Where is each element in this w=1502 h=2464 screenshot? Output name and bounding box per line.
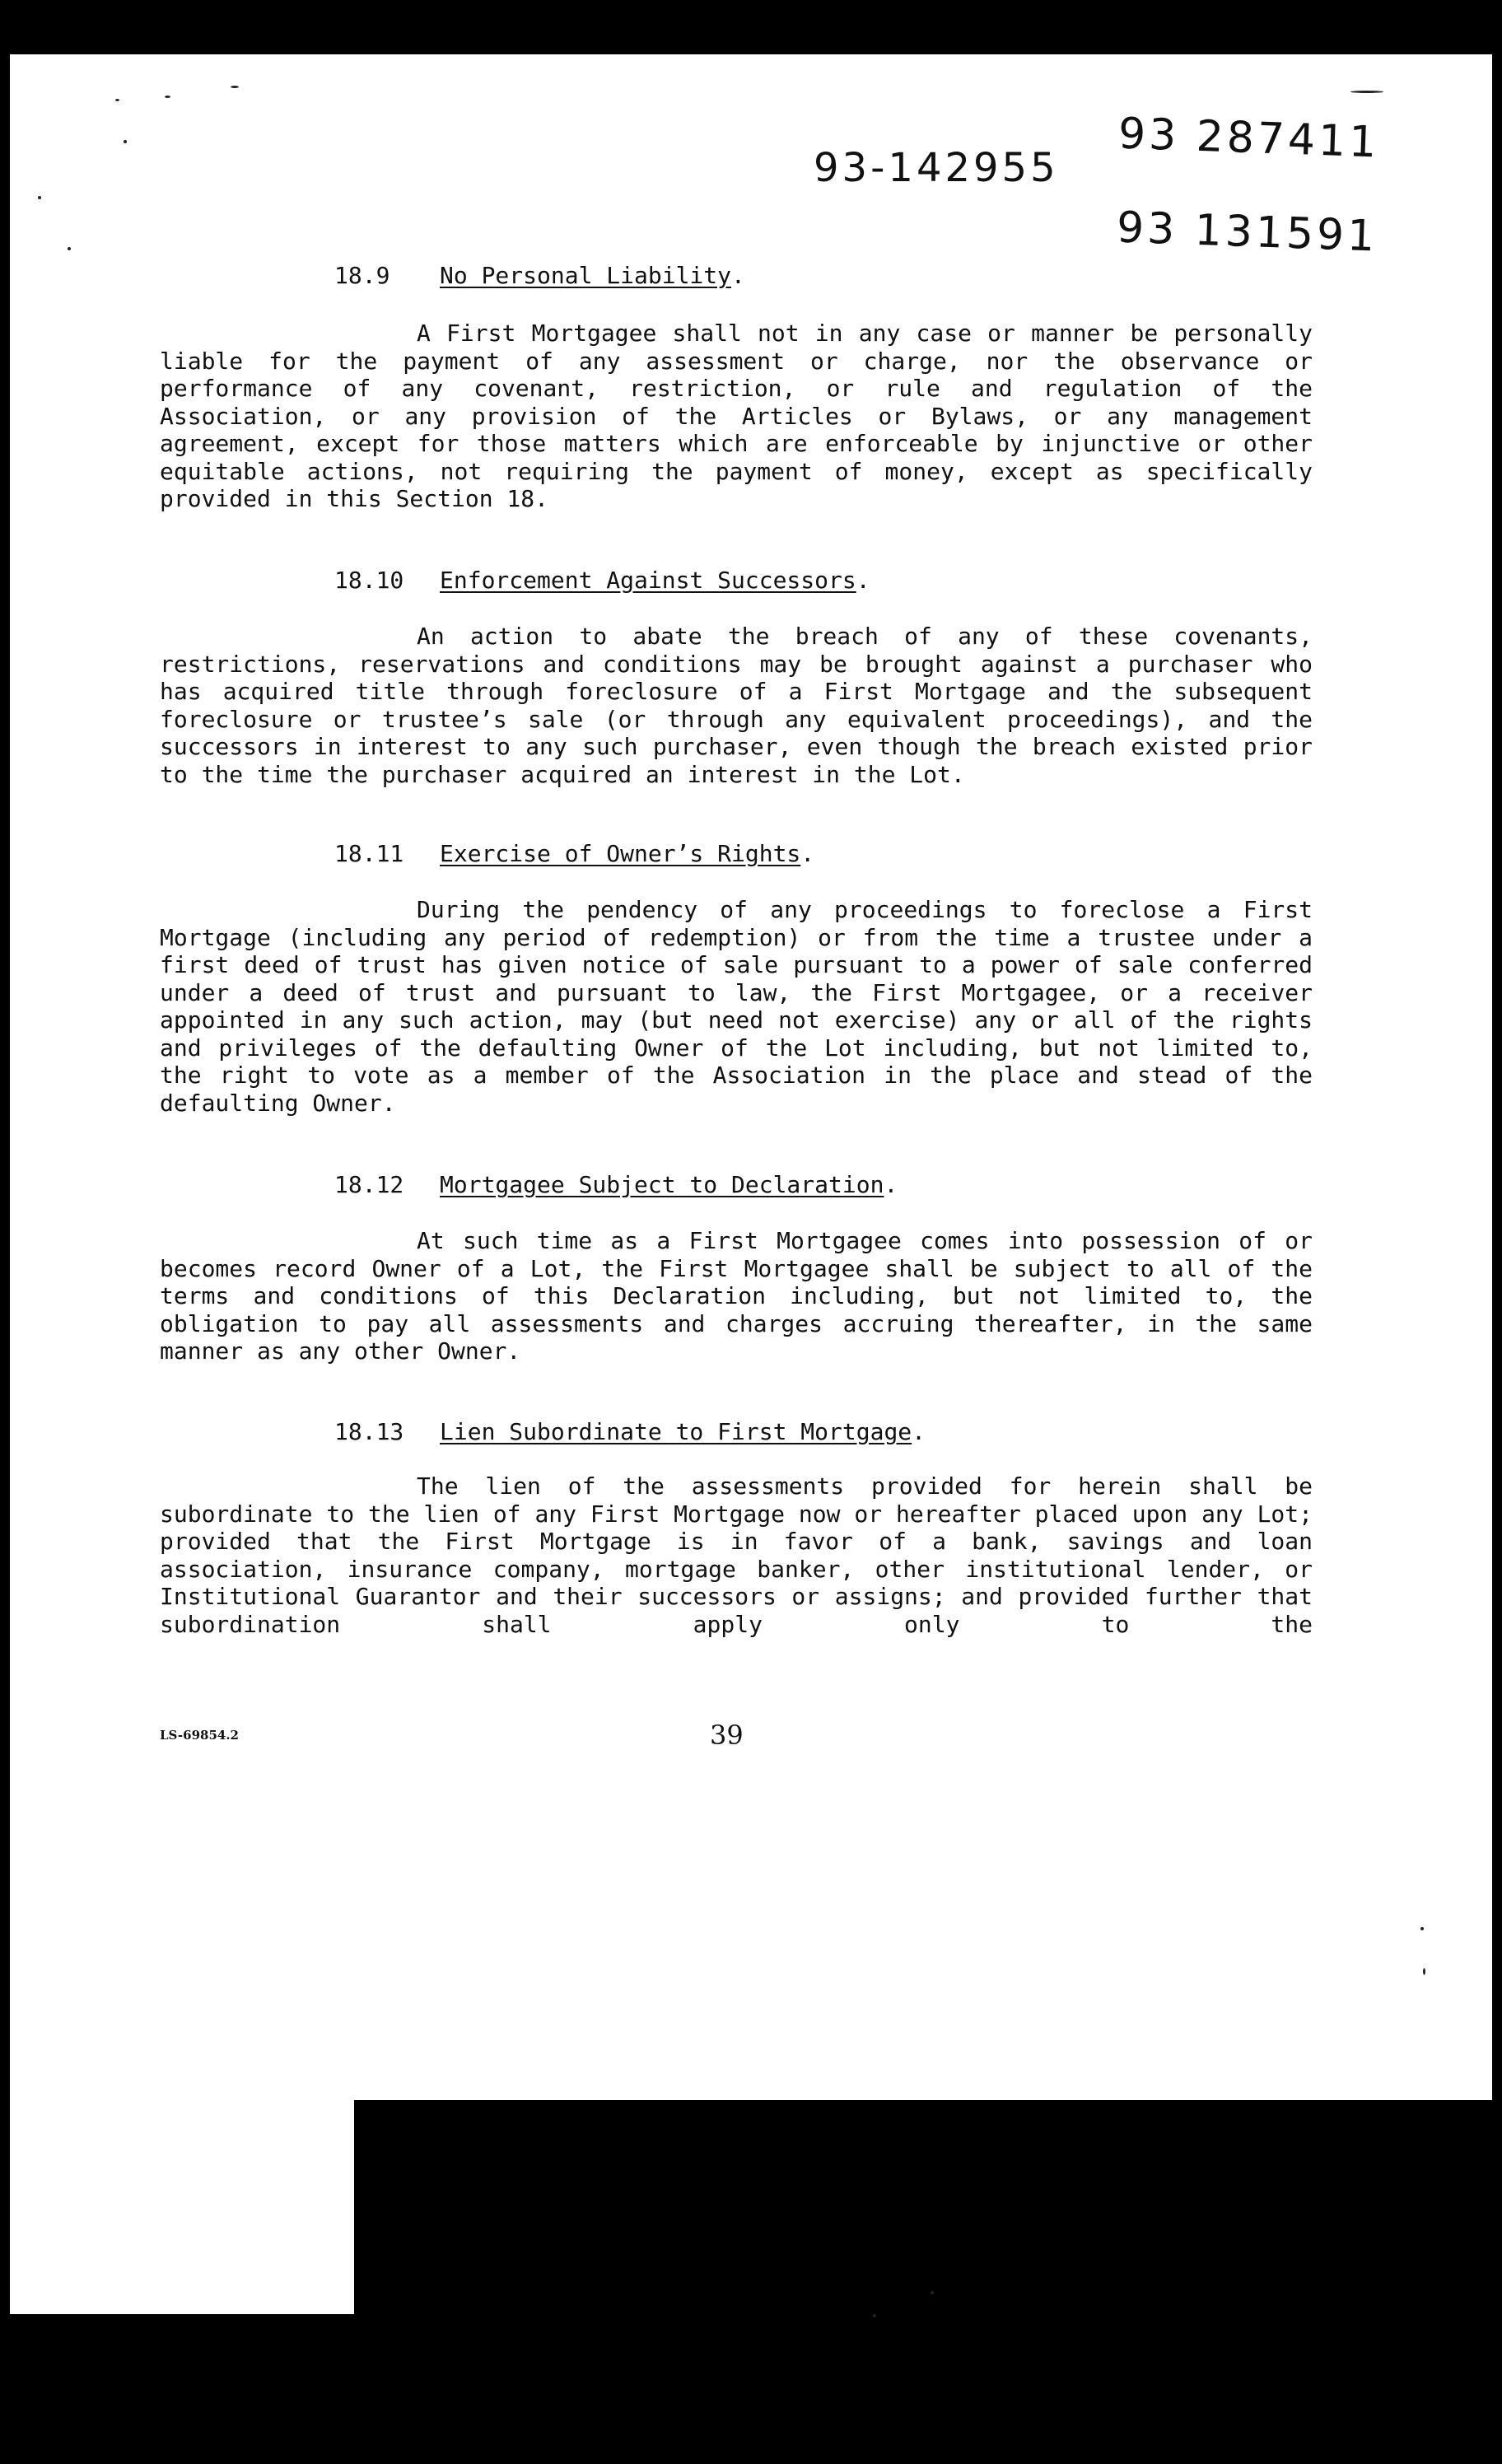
- scan-speck: [231, 86, 239, 88]
- scan-speck: [124, 140, 127, 143]
- scan-speck: [873, 2314, 876, 2317]
- recording-stamp: 93-142955: [814, 145, 1059, 191]
- section-heading: 18.10 Enforcement Against Successors.: [334, 567, 870, 594]
- scan-speck: [1420, 1927, 1424, 1930]
- section-body: During the pendency of any proceedings to foreclose a First Mortgage (including any period of redemption) or from the time a trustee under a first deed of trust has given notice of sale pursuant to a power of sale conferred under a deed of trust and pursuant to law, the First Mortgagee, or a receiver appointed in any such action, may (but need not exercise) any or all of the rights and privileges of the defaulting Owner of the Lot including, but not limited to, the right to vote as a member of the Association in the place and stead of the defaulting Owner.: [160, 896, 1313, 1117]
- section-number: 18.13: [334, 1418, 404, 1445]
- scan-speck: [1423, 1968, 1425, 1975]
- section-heading: 18.9 No Personal Liability.: [334, 262, 745, 289]
- scan-speck: [115, 99, 119, 101]
- section-body: At such time as a First Mortgagee comes into possession of or becomes record Owner of a Lot, the First Mortgagee shall be subject to all of the terms and conditions of this Declaration including, but not limited to, the obligation to pay all assessments and charges accruing thereafter, in the same manner as any other Owner.: [160, 1227, 1313, 1365]
- section-body: A First Mortgagee shall not in any case or manner be personally liable for the payment of any assessment or charge, nor the observance or performance of any covenant, restriction, or rule and regulation of the Association, or any provision of the Articles or Bylaws, or any management agreement, except for those matters which are enforceable by injunctive or other equitable actions, not requiring the payment of money, except as specifically provided in this Section 18.: [160, 320, 1313, 512]
- document-reference: LS-69854.2: [160, 1728, 239, 1743]
- section-heading: 18.13 Lien Subordinate to First Mortgage.: [334, 1418, 926, 1445]
- section-body: The lien of the assessments provided for herein shall be subordinate to the lien of any First Mortgage now or hereafter placed upon any Lot; provided that the First Mortgage is in favor of a bank, savings and loan association, insurance company, mortgage banker, other institutional lender, or Institutional Guarantor and their successors or assigns; and provided further that subordination shall apply only to the: [160, 1472, 1313, 1638]
- section-title: Lien Subordinate to First Mortgage: [440, 1418, 912, 1445]
- scan-speck: [68, 247, 71, 250]
- scan-border-bottom: [354, 2100, 1502, 2464]
- scan-speck: [38, 196, 41, 199]
- section-heading: 18.11 Exercise of Owner’s Rights.: [334, 840, 815, 867]
- section-title: Enforcement Against Successors: [440, 567, 856, 594]
- recording-stamp: 93 287411: [1117, 109, 1381, 168]
- scan-speck: [931, 2291, 934, 2294]
- page-number: 39: [710, 1720, 744, 1751]
- section-title: Mortgagee Subject to Declaration: [440, 1171, 884, 1198]
- section-number: 18.11: [334, 840, 404, 867]
- recording-stamp: 93 131591: [1116, 203, 1379, 262]
- section-heading: 18.12 Mortgagee Subject to Declaration.: [334, 1171, 898, 1198]
- section-body: An action to abate the breach of any of these covenants, restrictions, reservations and conditions may be brought against a purchaser who has acquired title through foreclosure of a First Mortgage and the subsequent foreclosure or trustee’s sale (or through any equivalent proceedings), and the successors in interest to any such purchaser, even though the breach existed prior to the time the purchaser acquired an interest in the Lot.: [160, 623, 1313, 788]
- section-number: 18.12: [334, 1171, 404, 1198]
- section-title: No Personal Liability: [440, 262, 732, 289]
- section-number: 18.9: [334, 262, 390, 289]
- section-title: Exercise of Owner’s Rights: [440, 840, 801, 867]
- section-number: 18.10: [334, 567, 404, 594]
- scan-border-bottom-left: [0, 2314, 395, 2464]
- scan-speck: [165, 96, 170, 98]
- scan-speck: [1350, 91, 1383, 93]
